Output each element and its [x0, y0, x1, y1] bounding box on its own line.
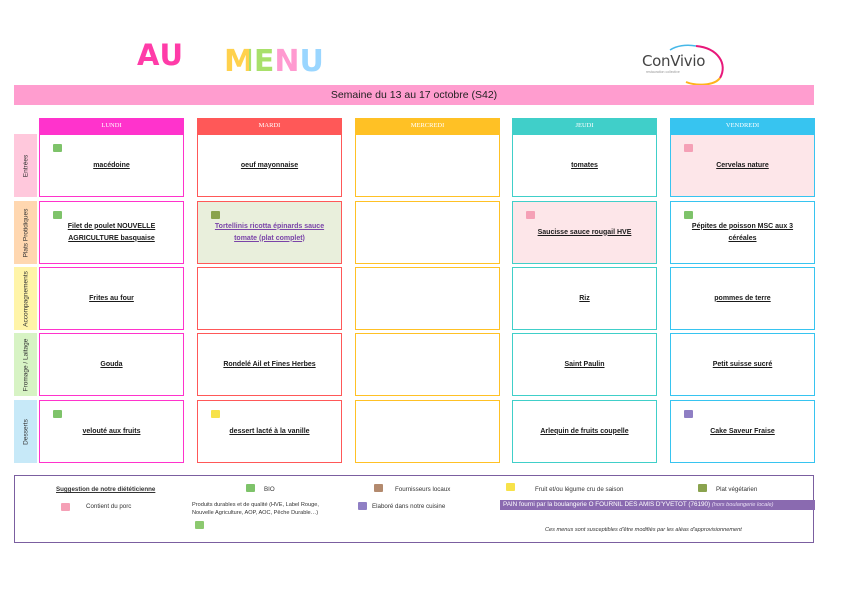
menu-cell-desserts-jeudi	[512, 400, 657, 463]
bio-icon	[684, 211, 693, 219]
dish-name: dessert lacté à la vanille	[229, 427, 310, 435]
week-banner: Semaine du 13 au 17 octobre (S42)	[14, 85, 814, 105]
menu-cell-desserts-vendredi	[670, 400, 815, 463]
dish-name: Gouda	[100, 360, 123, 368]
dish-name: tomates	[571, 161, 598, 169]
legend-disclaimer: Ces menus sont susceptibles d'être modifiés par les aléas d'approvisionnement	[545, 527, 742, 533]
bio-icon	[53, 144, 62, 152]
legend-bio: BIO	[264, 486, 275, 493]
menu-cell-plats-lundi	[39, 201, 184, 264]
legend-veg: Plat végétarien	[716, 486, 758, 493]
convivio-logo	[636, 40, 728, 88]
pork-icon	[526, 211, 535, 219]
menu-cell-entrees-lundi	[39, 134, 184, 197]
fruit-icon	[211, 410, 220, 418]
dish-name: Cervelas nature	[716, 161, 769, 169]
dish-name: pommes de terre	[714, 294, 771, 302]
dish-name: Tortellinis ricotta épinards sauce tomate (plat complet)	[214, 222, 325, 242]
legend-local: Fournisseurs locaux	[395, 486, 451, 493]
pork-icon	[61, 503, 70, 511]
title-menu	[224, 44, 324, 79]
menu-cell-fromage-mercredi	[355, 333, 500, 396]
day-header-mercredi: MERCREDI	[355, 118, 500, 134]
row-label-text: Entrées	[22, 154, 29, 177]
menu-cell-entrees-jeudi	[512, 134, 657, 197]
logo-subtitle: restauration collective	[646, 70, 680, 74]
menu-cell-accompagnements-vendredi	[670, 267, 815, 330]
menu-cell-entrees-mardi	[197, 134, 342, 197]
row-label-entrees	[14, 134, 37, 197]
menu-cell-fromage-lundi	[39, 333, 184, 396]
dish-name: velouté aux fruits	[82, 427, 141, 435]
menu-cell-fromage-mardi	[197, 333, 342, 396]
menu-cell-plats-jeudi	[512, 201, 657, 264]
day-header-mardi: MARDI	[197, 118, 342, 134]
durable-quality-icon	[195, 521, 204, 529]
menu-cell-plats-vendredi	[670, 201, 815, 264]
menu-cell-accompagnements-lundi	[39, 267, 184, 330]
legend-elabore: Elaboré dans notre cuisine	[372, 503, 446, 510]
menu-cell-entrees-mercredi	[355, 134, 500, 197]
menu-cell-fromage-jeudi	[512, 333, 657, 396]
dish-name: Frites au four	[89, 294, 134, 302]
menu-cell-accompagnements-mercredi	[355, 267, 500, 330]
dish-name: Arlequin de fruits coupelle	[540, 427, 629, 435]
dish-name: Filet de poulet NOUVELLE AGRICULTURE basquaise	[67, 222, 156, 242]
vegetarian-icon	[211, 211, 220, 219]
dish-name: macédoine	[93, 161, 130, 169]
bio-icon	[53, 211, 62, 219]
day-header-lundi: LUNDI	[39, 118, 184, 134]
menu-cell-entrees-vendredi	[670, 134, 815, 197]
legend-box	[14, 475, 814, 543]
row-label-text: Plats Protidiques	[22, 208, 29, 257]
bio-icon	[246, 484, 255, 492]
fruit-icon	[506, 483, 515, 491]
dish-name: Cake Saveur Fraise	[710, 427, 775, 435]
bread-supplier-note: (hors boulangerie locale)	[711, 502, 774, 508]
title-au-text: AU	[137, 38, 185, 72]
bio-icon	[53, 410, 62, 418]
menu-cell-fromage-vendredi	[670, 333, 815, 396]
menu-cell-desserts-lundi	[39, 400, 184, 463]
logo-text: ConVivio	[642, 52, 706, 70]
dish-name: Saucisse sauce rougail HVE	[537, 228, 632, 236]
dish-name: Saint Paulin	[564, 360, 605, 368]
dish-name: Rondelé Ail et Fines Herbes	[223, 360, 316, 368]
legend-suggestion: Suggestion de notre diététicienne	[56, 486, 156, 493]
menu-cell-plats-mercredi	[355, 201, 500, 264]
row-label-plats	[14, 201, 37, 264]
row-label-text: Accompagnements	[22, 270, 29, 327]
local-supplier-icon	[374, 484, 383, 492]
row-label-accompagnements	[14, 267, 37, 330]
day-header-jeudi: JEUDI	[512, 118, 657, 134]
day-header-vendredi: VENDREDI	[670, 118, 815, 134]
dish-name: Riz	[579, 294, 590, 302]
legend-porc: Contient du porc	[86, 503, 132, 510]
kitchen-made-icon	[684, 410, 693, 418]
menu-cell-desserts-mardi	[197, 400, 342, 463]
menu-cell-accompagnements-jeudi	[512, 267, 657, 330]
dish-name: Pépites de poisson MSC aux 3 céréales	[691, 222, 794, 242]
vegetarian-icon	[698, 484, 707, 492]
row-label-desserts	[14, 400, 37, 463]
dish-name: Petit suisse sucré	[712, 360, 773, 368]
row-label-text: Fromage / Laitage	[22, 338, 29, 391]
bread-supplier-text: PAIN fourni par la boulangerie O FOURNIL DES AMIS D'YVETOT (76190)	[503, 501, 711, 508]
title-menu-text: MENU	[224, 44, 324, 79]
title-au	[137, 38, 184, 72]
row-label-text: Desserts	[22, 418, 29, 445]
kitchen-made-icon	[358, 502, 367, 510]
legend-durables: Produits durables et de qualité (HVE, Label Rouge, Nouvelle Agriculture, AOP, AOC, Pêche Durable…)	[192, 502, 319, 516]
bread-supplier-banner	[500, 500, 815, 510]
dish-name: oeuf mayonnaise	[240, 161, 299, 169]
menu-cell-accompagnements-mardi	[197, 267, 342, 330]
legend-fruit: Fruit et/ou légume cru de saison	[535, 486, 624, 493]
menu-cell-desserts-mercredi	[355, 400, 500, 463]
pork-icon	[684, 144, 693, 152]
row-label-fromage	[14, 333, 37, 396]
menu-cell-plats-mardi	[197, 201, 342, 264]
